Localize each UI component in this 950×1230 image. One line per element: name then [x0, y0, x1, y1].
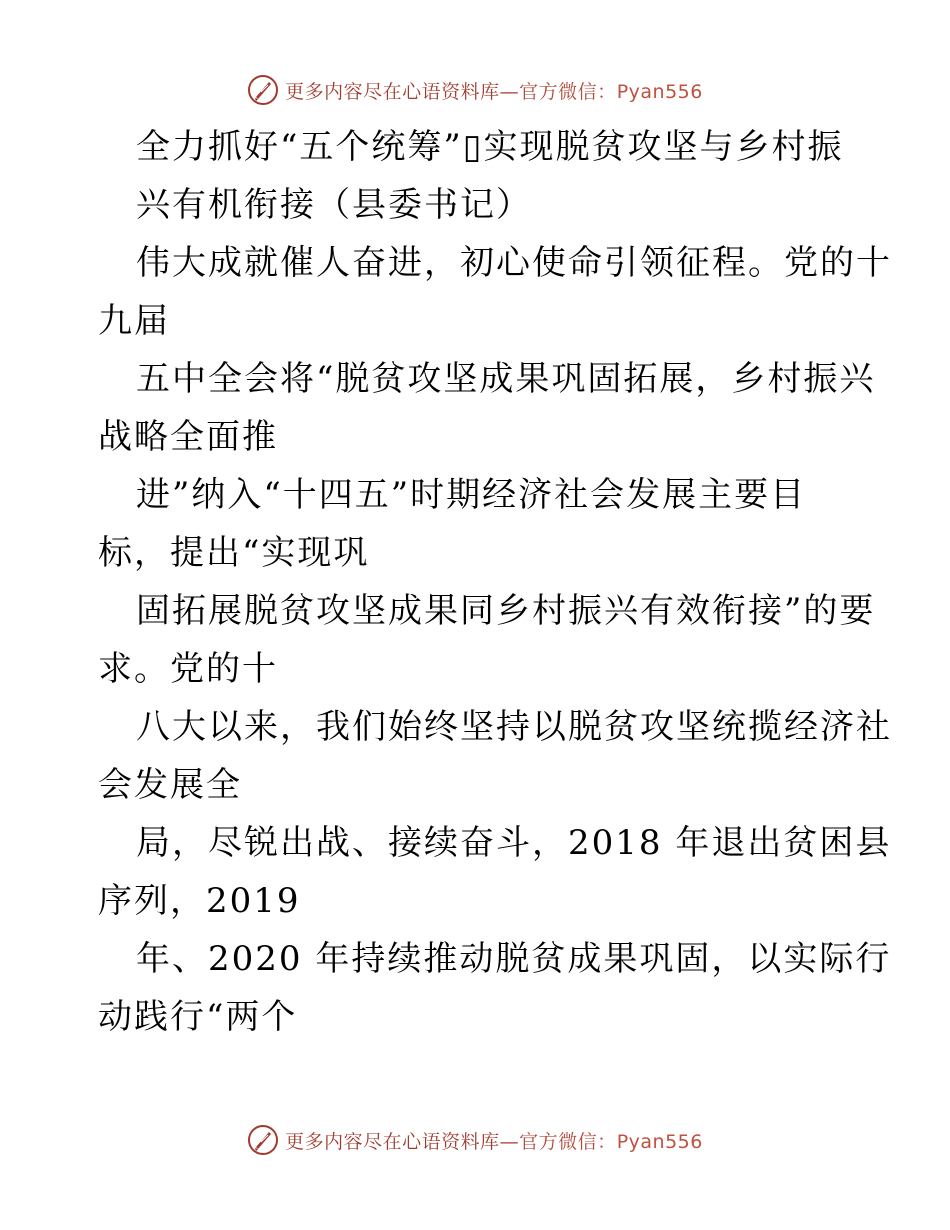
- header-watermark: [0, 72, 950, 108]
- text-line: 固拓展脱贫攻坚成果同乡村振兴有效衔接”的要: [136, 591, 876, 631]
- watermark-site-name: 更多内容尽在心语资料库: [285, 80, 500, 103]
- text-line: 全力抓好“五个统筹”▯实现脱贫攻坚与乡村振: [136, 127, 844, 167]
- text-line: 五中全会将“脱贫攻坚成果巩固拓展，乡村振兴: [136, 359, 876, 399]
- feather-pen-icon: [247, 1124, 279, 1156]
- footer-watermark: [0, 1122, 950, 1158]
- watermark-wechat-label: 官方微信：: [519, 80, 617, 103]
- text-line: 八大以来，我们始终坚持以脱贫攻坚统揽经济社: [136, 707, 892, 747]
- text-line: 进”纳入“十四五”时期经济社会发展主要目: [136, 475, 807, 515]
- watermark-text: [285, 77, 703, 104]
- text-line: 年、2020 年持续推动脱贫成果巩固，以实际行: [136, 939, 892, 979]
- watermark-dash: —: [499, 80, 520, 103]
- feather-pen-icon: [247, 74, 279, 106]
- text-line: 标，提出“实现巩: [98, 533, 370, 573]
- watermark-wechat-id: Pyan556: [616, 1130, 703, 1153]
- text-line: 伟大成就催人奋进，初心使命引领征程。党的十: [136, 243, 892, 283]
- watermark-wechat-label: 官方微信：: [519, 1130, 617, 1153]
- text-line: 战略全面推: [98, 417, 278, 457]
- text-line: 九届: [98, 301, 170, 341]
- text-line: 兴有机衔接（县委书记）: [136, 185, 532, 225]
- watermark-dash: —: [499, 1130, 520, 1153]
- text-line: 求。党的十: [98, 649, 278, 689]
- document-body: [98, 118, 892, 1046]
- text-line: 动践行“两个: [98, 997, 298, 1037]
- watermark-text: [285, 1127, 703, 1154]
- watermark-wechat-id: Pyan556: [616, 80, 703, 103]
- text-line: 会发展全: [98, 765, 242, 805]
- text-line: 局，尽锐出战、接续奋斗，2018 年退出贫困县: [136, 823, 892, 863]
- text-line: 序列，2019: [98, 881, 301, 921]
- watermark-site-name: 更多内容尽在心语资料库: [285, 1130, 500, 1153]
